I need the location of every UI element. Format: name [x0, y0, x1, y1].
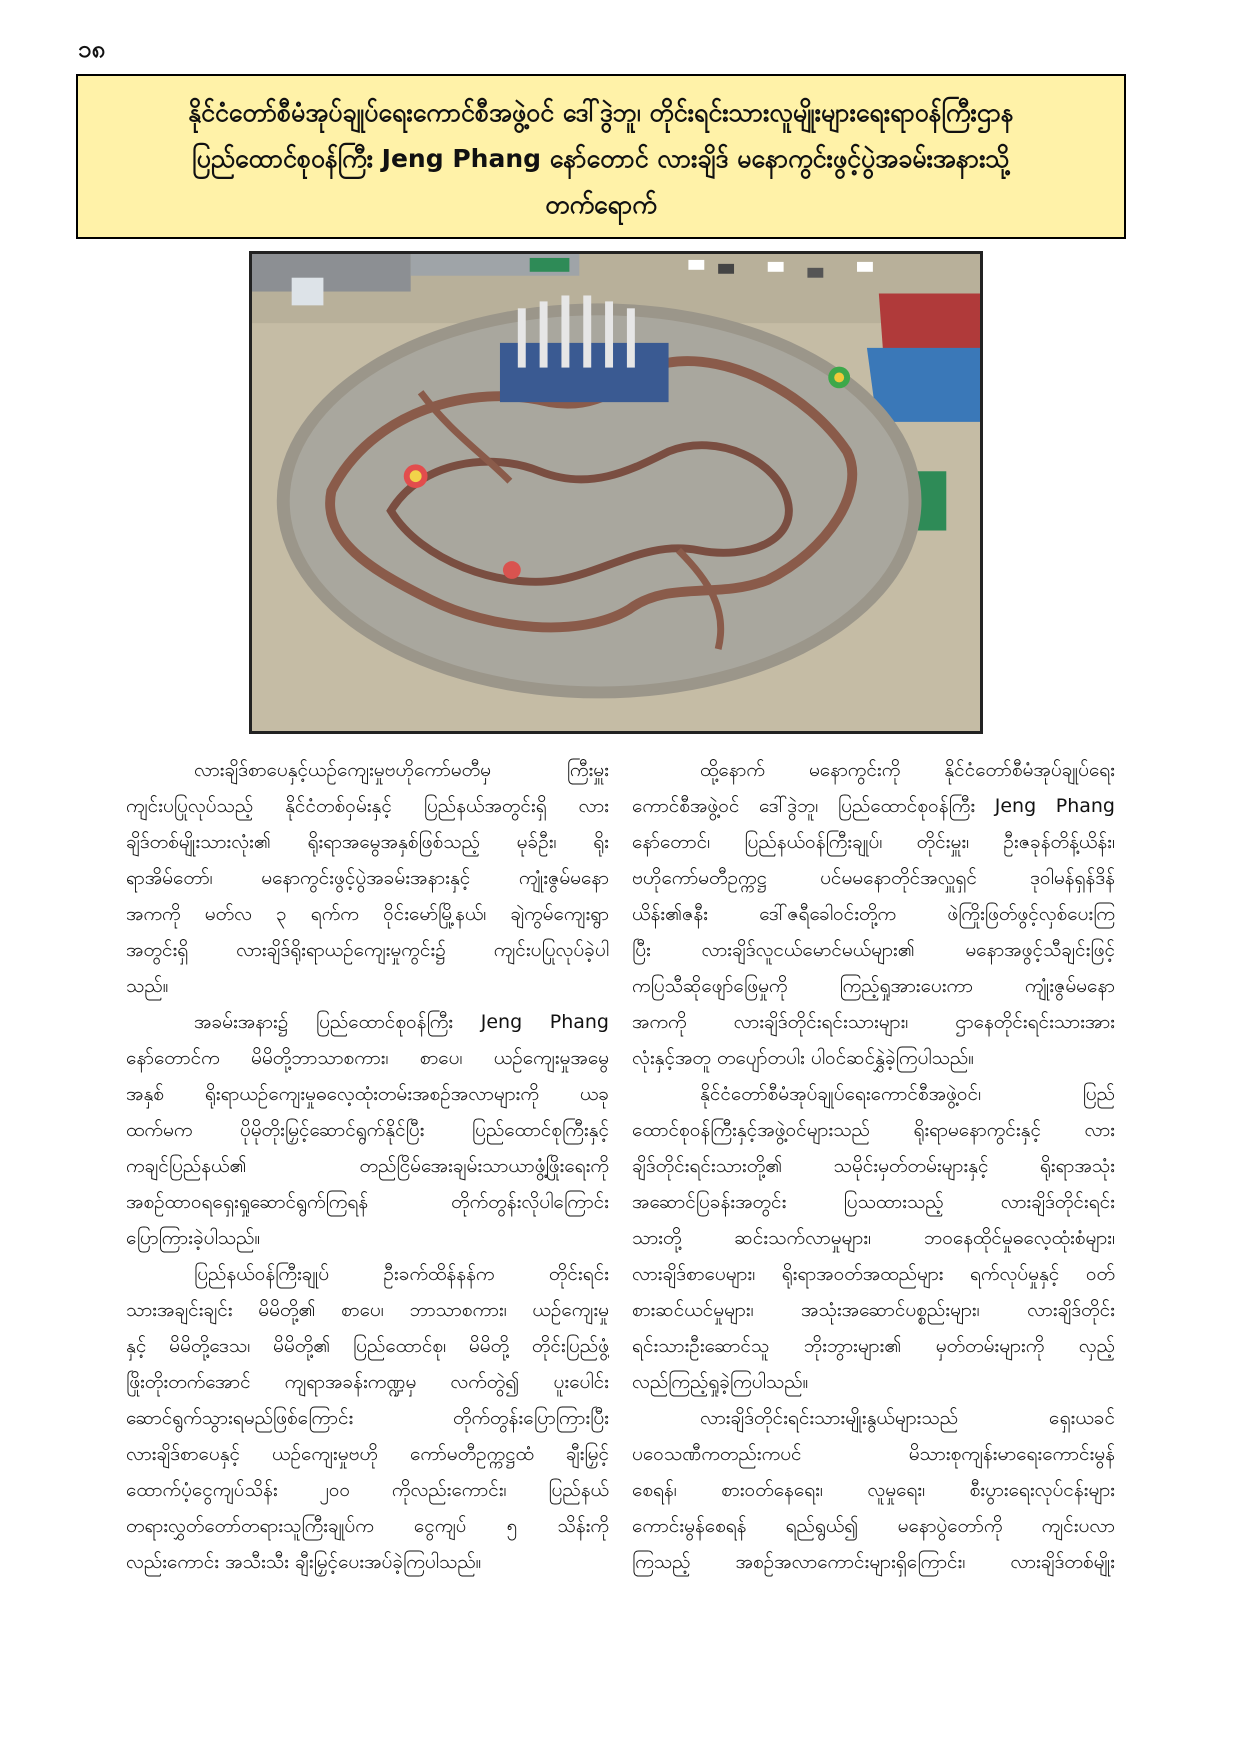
aerial-festival-photo-drawing: [252, 254, 980, 731]
text-line: လားချိဒ်တိုင်းရင်းသားမျိုးနွယ်များသည် ရှေးယခင်: [700, 1407, 1115, 1429]
text-line: လုံးနှင့်အတူ တပျော်တပါး ပါဝင်ဆင်နွှဲခဲ့ကြပါသည်။: [632, 1047, 975, 1069]
text-line: အကကို မတ်လ ၃ ရက်က ဝိုင်းမော်မြို့နယ်၊ ချဲကွမ်ကျေးရွာ: [126, 903, 609, 925]
umbrella-center: [834, 373, 844, 383]
umbrella-center: [410, 470, 422, 482]
parked-car: [688, 260, 704, 270]
text-line: အခမ်းအနား၌ ပြည်ထောင်စုဝန်ကြီး Jeng Phang: [194, 1011, 609, 1033]
paragraph: [126, 1004, 609, 1256]
text-line: တရားလွှတ်တော်တရားသူကြီးချုပ်က ငွေကျပ် ၅ သိန်းကို: [126, 1515, 609, 1537]
white-truck: [292, 278, 324, 306]
text-line: အစဉ်ထာဝရရှေးရှုဆောင်ရွက်ကြရန် တိုက်တွန်းလိုပါကြောင်း: [126, 1191, 609, 1213]
text-line: ထို့နောက် မနောကွင်းကို နိုင်ငံတော်စီမံအုပ်ချုပ်ရေး: [700, 759, 1115, 781]
paragraph: [632, 752, 1115, 1076]
text-line: ဆောင်ရွက်သွားရမည်ဖြစ်ကြောင်း တိုက်တွန်းပြောကြားပြီး: [126, 1407, 609, 1429]
text-line: ပြည်နယ်ဝန်ကြီးချုပ် ဦးခက်ထိန်နန်က တိုင်းရင်း: [194, 1263, 609, 1285]
text-line: နိုင်ငံတော်စီမံအုပ်ချုပ်ရေးကောင်စီအဖွဲ့ဝင်၊ ပြည်: [700, 1083, 1115, 1105]
aerial-festival-photo: [249, 251, 983, 734]
parked-car: [768, 262, 784, 272]
text-line: နှင့် မိမိတို့ဒေသ၊ မိမိတို့၏ ပြည်ထောင်စု၊ မိမိတို့ တိုင်းပြည်ဖွံ့: [126, 1335, 609, 1357]
text-line: ကချင်ပြည်နယ်၏ တည်ငြိမ်အေးချမ်းသာယာဖွံ့ဖြိုးရေးကို: [126, 1155, 609, 1177]
headline-line: နိုင်ငံတော်စီမံအုပ်ချုပ်ရေးကောင်စီအဖွဲ့ဝင် ဒေါ်ဒွဲဘူ၊ တိုင်းရင်းသားလူမျိုးများရေးရာဝန်ကြီးဌာန: [188, 98, 1014, 127]
text-line: လည်းကောင်း အသီးသီး ချီးမြှင့်ပေးအပ်ခဲ့ကြပါသည်။: [126, 1551, 482, 1573]
paragraph: [126, 1256, 609, 1580]
left-column: [126, 752, 609, 1580]
text-line: ကြသည့် အစဉ်အလာကောင်းများရှိကြောင်း၊ လားချိဒ်တစ်မျိုး: [632, 1551, 1115, 1573]
text-line: စေရန်၊ စားဝတ်နေရေး၊ လူမှုရေး၊ စီးပွားရေးလုပ်ငန်းများ: [632, 1479, 1115, 1501]
headline-box: [76, 74, 1126, 239]
text-line: နော်တောင်က မိမိတို့ဘာသာစကား၊ စာပေ၊ ယဉ်ကျေးမှုအမွေ: [126, 1047, 609, 1069]
text-line: အနှစ် ရိုးရာယဉ်ကျေးမှုဓလေ့ထုံးတမ်းအစဉ်အလာများကို ယခု: [126, 1083, 609, 1105]
text-line: ထောင်စုဝန်ကြီးနှင့်အဖွဲ့ဝင်များသည် ရိုးရာမနောကွင်းနှင့် လား: [632, 1119, 1115, 1141]
headline-line: ပြည်ထောင်စုဝန်ကြီး Jeng Phang နော်တောင် လားချိဒ် မနောကွင်းဖွင့်ပွဲအခမ်းအနားသို့: [192, 144, 1010, 173]
tent-row: [252, 254, 411, 292]
paragraph: [126, 752, 609, 1004]
parked-car: [857, 262, 873, 272]
text-line: ဖြိုးတိုးတက်အောင် ကျရာအခန်းကဏ္ဍမှ လက်တွဲ၍ ပူးပေါင်း: [126, 1371, 609, 1393]
text-line: လည်ကြည့်ရှုခဲ့ကြပါသည်။: [632, 1371, 809, 1393]
text-line: ချိဒ်တစ်မျိုးသားလုံး၏ ရိုးရာအမွေအနှစ်ဖြစ်သည့် မုခ်ဦး၊ ရိုး: [126, 831, 609, 853]
text-line: ဗဟိုကော်မတီဥက္ကဋ္ဌ ပင်မမနောတိုင်အလှူရှင် ဒုဝါမန်ရှန်ဒိန်: [632, 867, 1115, 889]
parked-car: [807, 268, 823, 278]
text-line: ကောင်းမွန်စေရန် ရည်ရွယ်၍ မနောပွဲတော်ကို ကျင်းပလာ: [632, 1515, 1115, 1537]
text-line: သားတို့ ဆင်းသက်လာမှုများ၊ ဘဝနေထိုင်မှုဓလေ့ထုံးစံများ၊: [632, 1227, 1115, 1249]
paragraph: [632, 1076, 1115, 1400]
text-line: ထက်မက ပိုမိုတိုးမြှင့်ဆောင်ရွက်နိုင်ပြီး ပြည်ထောင်စုကြီးနှင့်: [126, 1119, 609, 1141]
text-line: သည်။: [126, 975, 169, 997]
parked-car: [718, 264, 734, 274]
page-number: ၁၈: [78, 35, 106, 63]
text-line: လားချိဒ်စာပေနှင့် ယဉ်ကျေးမှုဗဟို ကော်မတီဥက္ကဋ္ဌထံ ချီးမြှင့်: [126, 1443, 609, 1465]
red-marker: [503, 561, 521, 579]
text-line: ရင်းသားဦးဆောင်သူ ဘိုးဘွားများ၏ မှတ်တမ်းများကို လှည့်: [632, 1335, 1115, 1357]
text-line: လားချိဒ်စာပေများ၊ ရိုးရာအဝတ်အထည်များ ရက်လုပ်မှုနှင့် ဝတ်: [632, 1263, 1115, 1285]
manau-pole: [561, 295, 569, 367]
text-line: စားဆင်ယင်မှုများ၊ အသုံးအဆောင်ပစ္စည်းများ၊ လားချိဒ်တိုင်း: [632, 1299, 1115, 1321]
text-line: အကကို လားချိဒ်တိုင်းရင်းသားများ၊ ဌာနေတိုင်းရင်းသားအား: [632, 1011, 1115, 1033]
paragraph: [632, 1400, 1115, 1580]
text-line: နော်တောင်၊ ပြည်နယ်ဝန်ကြီးချုပ်၊ တိုင်းမှူး၊ ဦးဇခုန်တိန့်ယိန်း၊: [632, 831, 1115, 853]
text-line: ပြီး လားချိဒ်လူငယ်မောင်မယ်များ၏ မနောအဖွင့်သီချင်းဖြင့်: [632, 939, 1115, 961]
text-line: ကျင်းပပြုလုပ်သည့် နိုင်ငံတစ်ဝှမ်းနှင့် ပြည်နယ်အတွင်းရှိ လား: [126, 795, 609, 817]
text-line: ပြောကြားခဲ့ပါသည်။: [126, 1227, 261, 1249]
text-line: ထောက်ပံ့ငွေကျပ်သိန်း ၂၀၀ ကိုလည်းကောင်း၊ ပြည်နယ်: [126, 1479, 609, 1501]
text-line: ချိဒ်တိုင်းရင်းသားတို့၏ သမိုင်းမှတ်တမ်းများနှင့် ရိုးရာအသုံး: [632, 1155, 1115, 1177]
right-column: [632, 752, 1115, 1580]
text-line: သားအချင်းချင်း မိမိတို့၏ စာပေ၊ ဘာသာစကား၊ ယဉ်ကျေးမှု: [126, 1299, 609, 1321]
text-line: ကောင်စီအဖွဲ့ဝင် ဒေါ်ဒွဲဘူ၊ ပြည်ထောင်စုဝန်ကြီး Jeng Phang: [632, 795, 1115, 817]
manau-pole: [540, 301, 548, 367]
text-line: အဆောင်ပြခန်းအတွင်း ပြသထားသည့် လားချိဒ်တိုင်းရင်း: [632, 1191, 1115, 1213]
manau-pole: [518, 308, 526, 367]
headline-line: တက်ရောက်: [545, 190, 657, 219]
text-line: ကပြသီဆိုဖျော်ဖြေမှုကို ကြည့်ရှုအားပေးကာ ကျုံးဇွမ်မနော: [632, 975, 1115, 997]
text-line: ယိန်း၏ဇနီး ဒေါ်ဇရီခေါဝင်းတို့က ဖဲကြိုးဖြတ်ဖွင့်လှစ်ပေးကြ: [632, 903, 1115, 925]
text-line: အတွင်းရှိ လားချိဒ်ရိုးရာယဉ်ကျေးမှုကွင်း၌ ကျင်းပပြုလုပ်ခဲ့ပါ: [126, 939, 609, 961]
manau-pole: [627, 308, 635, 367]
text-line: ပဝေသဏီကတည်းကပင် မိသားစုကျန်းမာရေးကောင်းမွန်: [632, 1443, 1115, 1465]
text-line: ရာအိမ်တော်၊ မနောကွင်းဖွင့်ပွဲအခမ်းအနားနှင့် ကျုံးဇွမ်မနော: [126, 867, 609, 889]
text-line: လားချိဒ်စာပေနှင့်ယဉ်ကျေးမှုဗဟိုကော်မတီမှ ကြီးမှူး: [194, 759, 609, 781]
manau-pole: [605, 301, 613, 367]
manau-pole: [583, 295, 591, 367]
green-roof: [530, 258, 570, 272]
